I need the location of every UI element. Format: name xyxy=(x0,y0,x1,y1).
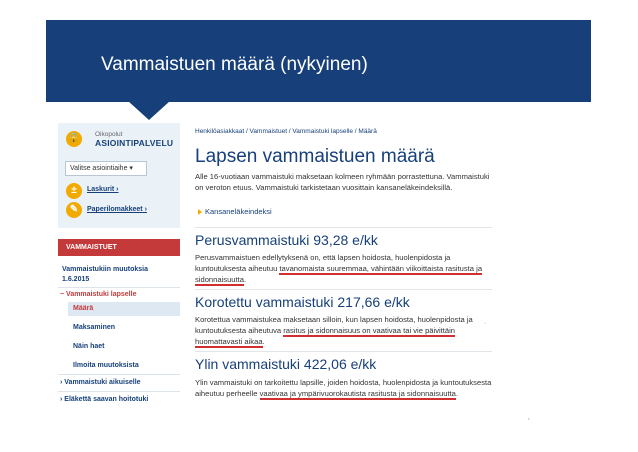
korotettu-heading: Korotettu vammaistuki 217,66 e/kk xyxy=(195,294,410,310)
breadcrumb[interactable]: Henkilöasiakkaat / Vammaistuet / Vammaistuki lapselle / Määrä xyxy=(195,128,377,135)
perusvammaistuki-text xyxy=(195,252,495,285)
promo-small-label: Oikopolut xyxy=(95,131,123,138)
banner-pointer xyxy=(128,101,170,120)
sidebar-item-muutoksia[interactable]: Vammaistukiin muutoksia xyxy=(62,266,148,273)
text-fragment: . xyxy=(262,337,265,346)
text-fragment: . xyxy=(455,389,459,398)
intro-line: on veroton etuus. Vammaistuki tarkistetaan vuosittain kansaneläkeindeksillä. xyxy=(195,183,453,192)
perusvammaistuki-heading: Perusvammaistuki 93,28 e/kk xyxy=(195,232,378,248)
text-line: Ylin vammaistuki on tarkoitettu lapsille, joiden hoidosta, huolenpidosta ja kuntoutuksesta xyxy=(195,378,492,387)
slide-title: Vammaistuen määrä (nykyinen) xyxy=(101,54,368,75)
ylin-heading: Ylin vammaistuki 422,06 e/kk xyxy=(195,356,377,372)
ylin-text xyxy=(195,377,515,399)
form-icon: ✎ xyxy=(66,202,82,218)
sidebar-item-maara[interactable]: Määrä xyxy=(73,305,94,312)
page-title: Lapsen vammaistuen määrä xyxy=(195,146,435,167)
text-fragment: aiheutuu perheelle xyxy=(195,389,260,398)
highlighted-text: vaativaa ja ympärivuorokautista rasitusta ja sidonnaisuutta xyxy=(259,389,456,398)
sidebar-item-nain-haet[interactable]: Näin haet xyxy=(73,343,105,350)
section-divider xyxy=(195,289,492,290)
text-fragment: kuntoutuksesta aiheutuva xyxy=(195,326,284,335)
stray-mark: · xyxy=(484,320,487,327)
sidebar-item-ilmoita[interactable]: Ilmoita muutoksista xyxy=(73,362,139,369)
highlighted-text: huomattavasti aikaa xyxy=(195,337,263,346)
sidebar-item-hoitotuki[interactable]: › Eläkettä saavan hoitotuki xyxy=(60,396,149,403)
section-divider xyxy=(195,227,492,228)
laskurit-link[interactable]: Laskurit › xyxy=(87,186,119,193)
promo-title[interactable]: ASIOINTIPALVELU xyxy=(95,138,174,148)
text-line xyxy=(195,388,515,399)
text-fragment: kuntoutuksesta aiheutuu xyxy=(195,264,280,273)
paperilomakkeet-link[interactable]: Paperilomakkeet › xyxy=(87,206,147,213)
text-line xyxy=(195,274,495,285)
highlighted-text: rasitus ja sidonnaisuus on vaativaa tai vie päivittäin xyxy=(283,326,456,335)
sidebar-item-muutoksia-date[interactable]: 1.6.2015 xyxy=(62,276,90,283)
sidebar-divider xyxy=(58,287,180,288)
text-line xyxy=(195,263,495,274)
text-line: Perusvammaistuen edellytyksenä on, että lapsen hoidosta, huolenpidosta ja xyxy=(195,253,451,262)
section-divider xyxy=(195,351,492,352)
text-line xyxy=(195,336,495,347)
sidebar-header: VAMMAISTUET xyxy=(58,239,180,256)
lock-icon: 🔒 xyxy=(66,131,82,147)
calculator-icon: ± xyxy=(66,183,82,199)
bullet-arrow-icon xyxy=(198,209,202,215)
asiointi-select[interactable]: Valitse asiointiaihe ▾ xyxy=(65,161,147,176)
sidebar-divider xyxy=(58,374,180,375)
text-line: Korotettua vammaistukea maksetaan silloin, kun lapsen hoidosta, huolenpidosta ja xyxy=(195,315,473,324)
sidebar-divider xyxy=(58,391,180,392)
intro-paragraph xyxy=(195,171,495,193)
highlighted-text: tavanomaista suuremmaa, vähintään viikoittaista rasitusta ja xyxy=(279,264,483,273)
intro-line: Alle 16-vuotiaan vammaistuki maksetaan kolmeen ryhmään porrastettuna. Vammaistuki xyxy=(195,172,490,181)
stray-mark: ‚ xyxy=(528,414,530,421)
korotettu-text xyxy=(195,314,495,347)
kansanelakeindeksi-link[interactable]: Kansaneläkeindeksi xyxy=(205,207,272,216)
text-line xyxy=(195,325,495,336)
sidebar-item-aikuiselle[interactable]: › Vammaistuki aikuiselle xyxy=(60,379,141,386)
text-fragment: . xyxy=(243,275,247,284)
sidebar-item-maksaminen[interactable]: Maksaminen xyxy=(73,324,116,331)
sidebar-item-lapselle[interactable]: − Vammaistuki lapselle xyxy=(60,291,137,298)
highlighted-text: sidonnaisuutta xyxy=(195,275,244,284)
